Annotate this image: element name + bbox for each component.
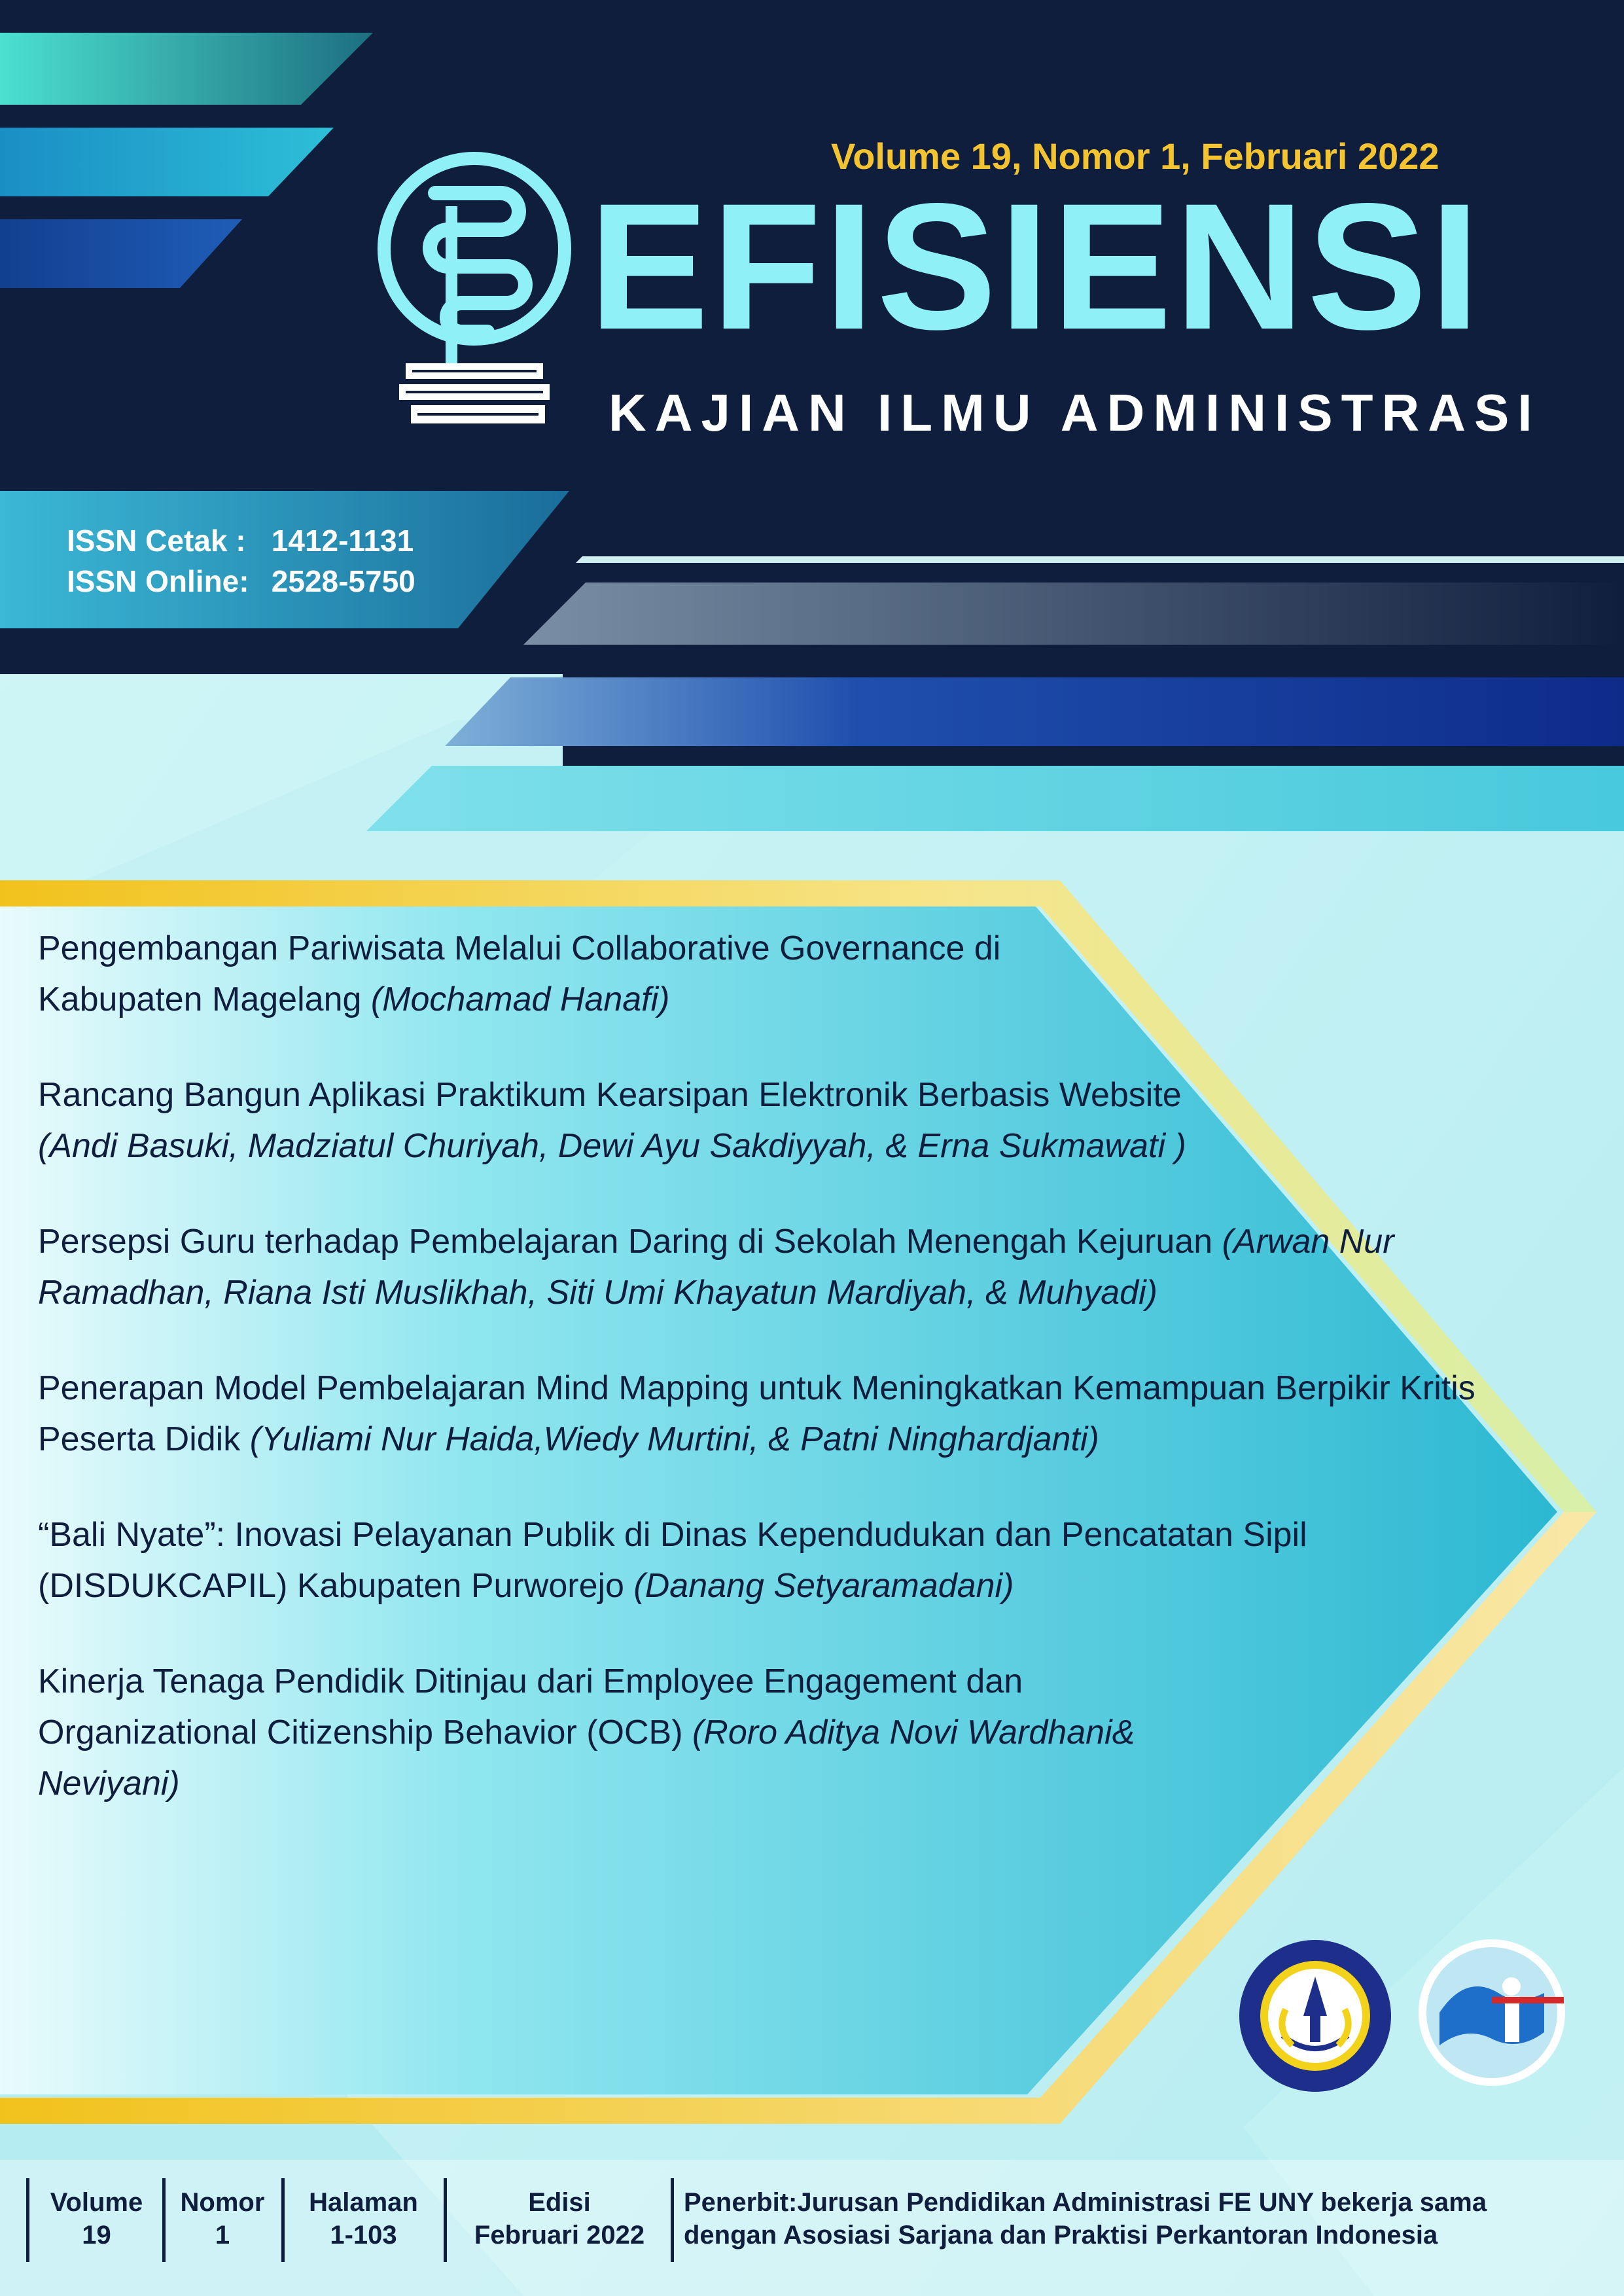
- article-title: Rancang Bangun Aplikasi Praktikum Kearsipan Elektronik Berbasis Website: [38, 1076, 1182, 1114]
- footer-halaman-label: Halaman: [309, 2188, 418, 2217]
- footer-publisher: [684, 2186, 1613, 2251]
- issn-print-label: ISSN Cetak :: [67, 524, 246, 558]
- article-title: Kinerja Tenaga Pendidik Ditinjau dari Employee Engagement dan Organizational Citizenship Behavior (OCB): [38, 1662, 1023, 1751]
- article-list: [38, 923, 1517, 1854]
- article-item: [38, 1509, 1425, 1611]
- article-authors: (Danang Setyaramadani): [633, 1567, 1014, 1605]
- article-authors: (Roro Aditya Novi Wardhani& Neviyani): [38, 1713, 1135, 1803]
- article-authors: (Arwan Nur Ramadhan, Riana Isti Muslikhah, Siti Umi Khayatun Mardiyah, & Muhyadi): [38, 1223, 1394, 1312]
- footer-nomor-value: 1: [215, 2221, 230, 2250]
- footer-divider: [26, 2178, 29, 2262]
- footer-divider: [671, 2178, 674, 2262]
- publisher-line-1: Penerbit:Jurusan Pendidikan Administrasi FE UNY bekerja sama: [684, 2188, 1487, 2217]
- article-authors: (Yuliami Nur Haida,Wiedy Murtini, & Patni Ninghardjanti): [249, 1420, 1099, 1458]
- article-title: Penerapan Model Pembelajaran Mind Mapping untuk Meningkatkan Kemampuan Berpikir Kritis Peserta Didik: [38, 1369, 1475, 1458]
- footer-volume: [33, 2186, 160, 2274]
- article-item: [38, 1069, 1229, 1172]
- journal-title: EFISIENSI: [589, 166, 1483, 367]
- issn-online-row: [67, 561, 415, 601]
- journal-subtitle: KAJIAN ILMU ADMINISTRASI: [609, 384, 1541, 442]
- article-item: [38, 1656, 1190, 1809]
- footer-edisi-label: Edisi: [528, 2188, 591, 2217]
- asppi-logo-icon: [1413, 1934, 1570, 2094]
- issn-online-value: 2528-5750: [271, 564, 415, 598]
- article-title: “Bali Nyate”: Inovasi Pelayanan Publik di Dinas Kependudukan dan Pencatatan Sipil (DISDUKCAPIL) Kabupaten Purworejo: [38, 1516, 1307, 1605]
- footer-divider: [444, 2178, 447, 2262]
- footer-nomor: [167, 2186, 278, 2274]
- article-item: [38, 923, 1085, 1025]
- footer-volume-value: 19: [82, 2221, 111, 2250]
- volume-issue-line: Volume 19, Nomor 1, Februari 2022: [831, 135, 1439, 177]
- article-authors: (Mochamad Hanafi): [370, 980, 670, 1018]
- article-authors: (Andi Basuki, Madziatul Churiyah, Dewi Ayu Sakdiyyah, & Erna Sukmawati ): [38, 1127, 1186, 1165]
- uny-seal-icon: [1237, 1937, 1394, 2094]
- article-title: Pengembangan Pariwisata Melalui Collaborative Governance di Kabupaten Magelang: [38, 929, 1001, 1018]
- footer-bar: [0, 2166, 1624, 2265]
- issn-block: [67, 520, 415, 601]
- footer-divider: [281, 2178, 285, 2262]
- issn-print-value: 1412-1131: [271, 524, 414, 558]
- footer-divider: [162, 2178, 166, 2262]
- footer-halaman: [287, 2186, 440, 2274]
- footer-edisi: [451, 2186, 667, 2274]
- issn-print-row: [67, 520, 415, 561]
- article-title: Persepsi Guru terhadap Pembelajaran Daring di Sekolah Menengah Kejuruan: [38, 1223, 1222, 1261]
- issn-online-label: ISSN Online:: [67, 564, 249, 598]
- footer-edisi-value: Februari 2022: [474, 2221, 645, 2250]
- publisher-line-2: dengan Asosiasi Sarjana dan Praktisi Perkantoran Indonesia: [684, 2221, 1438, 2250]
- footer-nomor-label: Nomor: [180, 2188, 265, 2217]
- lightbulb-books-icon: [373, 147, 576, 435]
- article-item: [38, 1216, 1399, 1318]
- article-item: [38, 1363, 1497, 1465]
- footer-volume-label: Volume: [50, 2188, 143, 2217]
- footer-halaman-value: 1-103: [330, 2221, 397, 2250]
